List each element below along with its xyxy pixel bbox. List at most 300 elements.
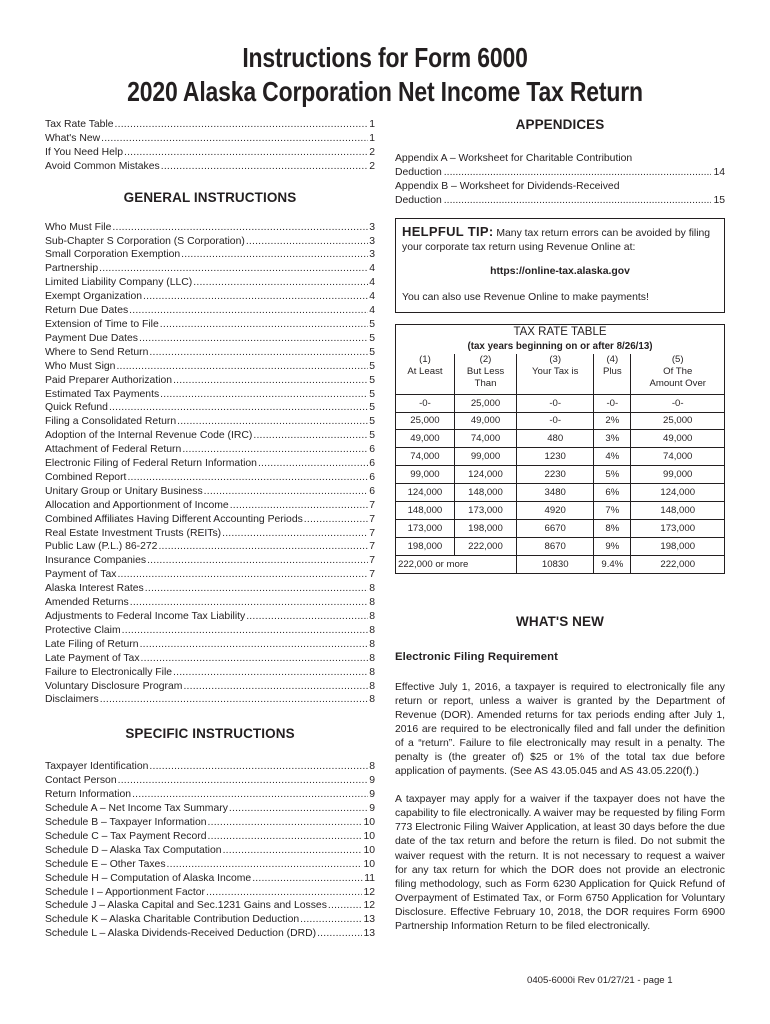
dot-leader bbox=[208, 830, 363, 844]
dot-leader bbox=[304, 513, 368, 527]
table-row bbox=[396, 484, 725, 502]
document-title-line-2: 2020 Alaska Corporation Net Income Tax Return bbox=[127, 76, 643, 107]
electronic-filing-paragraph-1: Effective July 1, 2016, a taxpayer is required to electronically file any return or report, unless a waiver is granted by the Department of Revenue (DOR). Amended returns for tax periods ending after July 1, 2016 are required to be electronically filed and fall under the definition of a “return”. Failure to file electronically may result in a penalty. The penalty is (the greater of) $25 or 1% of the total tax due before application of payments. (See AS 43.05.045 and AS 43.05.220(f).) bbox=[395, 681, 725, 778]
general-toc-entry[interactable] bbox=[45, 388, 375, 402]
dot-leader bbox=[145, 582, 368, 596]
general-toc-entry-page: 3 bbox=[369, 249, 375, 261]
appendix-entry[interactable] bbox=[395, 180, 725, 208]
table-cell: 2230 bbox=[517, 466, 594, 484]
table-cell: 25,000 bbox=[454, 394, 516, 412]
general-toc-entry[interactable] bbox=[45, 527, 375, 541]
appendix-entry[interactable] bbox=[395, 152, 725, 180]
table-cell: 480 bbox=[517, 430, 594, 448]
dot-leader bbox=[118, 774, 369, 788]
appendix-row bbox=[395, 194, 725, 208]
table-cell: 74,000 bbox=[631, 448, 725, 466]
specific-toc-entry[interactable] bbox=[45, 816, 375, 830]
dot-leader bbox=[122, 624, 369, 638]
general-toc-entry-page: 7 bbox=[369, 499, 375, 511]
general-toc-entry-label: Protective Claim bbox=[45, 624, 121, 636]
general-toc-entry-label: Payment Due Dates bbox=[45, 332, 138, 344]
specific-toc-entry[interactable] bbox=[45, 844, 375, 858]
table-cell: 124,000 bbox=[396, 484, 455, 502]
table-row bbox=[396, 501, 725, 519]
general-toc-entry-label: Sub-Chapter S Corporation (S Corporation) bbox=[45, 235, 245, 247]
general-toc-entry-label: Failure to Electronically File bbox=[45, 666, 173, 678]
general-toc-entry-label: Late Payment of Tax bbox=[45, 652, 140, 664]
general-toc-entry-page: 7 bbox=[369, 513, 375, 525]
dot-leader bbox=[161, 160, 368, 174]
dot-leader bbox=[223, 844, 363, 858]
general-toc-entry[interactable] bbox=[45, 332, 375, 346]
general-toc-entry-label: Electronic Filing of Federal Return Information bbox=[45, 458, 257, 470]
specific-toc-entry-page: 13 bbox=[363, 914, 375, 926]
general-toc-entry-page: 8 bbox=[369, 652, 375, 664]
general-toc-entry-page: 7 bbox=[369, 555, 375, 567]
general-toc-entry-label: Filing a Consolidated Return bbox=[45, 416, 177, 428]
table-cell: 173,000 bbox=[631, 519, 725, 537]
dot-leader bbox=[132, 788, 368, 802]
specific-toc-entry-label: Schedule C – Tax Payment Record bbox=[45, 830, 207, 842]
general-toc-entry[interactable] bbox=[45, 610, 375, 624]
dot-leader bbox=[300, 913, 362, 927]
general-toc-entry-page: 5 bbox=[369, 402, 375, 414]
general-toc-entry-page: 3 bbox=[369, 235, 375, 247]
table-cell: 99,000 bbox=[396, 466, 455, 484]
specific-toc-entry[interactable] bbox=[45, 913, 375, 927]
dot-leader bbox=[149, 346, 368, 360]
dot-leader bbox=[230, 499, 369, 513]
general-toc-entry[interactable] bbox=[45, 485, 375, 499]
toc-top-list bbox=[45, 118, 375, 174]
toc-entry[interactable] bbox=[45, 132, 375, 146]
general-toc-entry-page: 8 bbox=[369, 611, 375, 622]
general-toc-entry[interactable] bbox=[45, 596, 375, 610]
table-cell: 8670 bbox=[517, 537, 594, 555]
column-header-line: Plus bbox=[603, 365, 622, 377]
dot-leader bbox=[127, 471, 368, 485]
dot-leader bbox=[444, 194, 712, 208]
general-toc-entry-label: Alaska Interest Rates bbox=[45, 583, 144, 595]
table-cell: 1230 bbox=[517, 448, 594, 466]
specific-toc-entry-label: Schedule J – Alaska Capital and Sec.1231 Gains and Losses bbox=[45, 900, 327, 912]
general-toc-entry-label: Payment of Tax bbox=[45, 569, 117, 581]
table-cell: 173,000 bbox=[454, 501, 516, 519]
specific-toc-entry-page: 12 bbox=[363, 886, 375, 898]
column-header-line: Than bbox=[474, 377, 497, 389]
general-toc-entry[interactable] bbox=[45, 346, 375, 360]
general-toc-entry[interactable] bbox=[45, 262, 375, 276]
general-toc-entry-label: Who Must Sign bbox=[45, 360, 116, 372]
dot-leader bbox=[139, 332, 368, 346]
table-cell: 124,000 bbox=[454, 466, 516, 484]
table-cell: 124,000 bbox=[631, 484, 725, 502]
general-toc-entry[interactable] bbox=[45, 652, 375, 666]
table-cell: 49,000 bbox=[396, 430, 455, 448]
table-cell: 3% bbox=[594, 430, 631, 448]
general-toc-entry[interactable] bbox=[45, 429, 375, 443]
general-toc-entry[interactable] bbox=[45, 248, 375, 262]
general-toc-entry-page: 5 bbox=[369, 416, 375, 428]
dot-leader bbox=[130, 596, 368, 610]
table-title-row bbox=[396, 324, 725, 340]
table-cell: 9.4% bbox=[594, 555, 631, 573]
general-toc-entry-page: 8 bbox=[369, 597, 375, 609]
general-toc-entry-label: Combined Report bbox=[45, 471, 127, 483]
general-toc-entry[interactable] bbox=[45, 401, 375, 415]
dot-leader bbox=[129, 304, 368, 318]
left-column bbox=[45, 118, 375, 941]
dot-leader bbox=[182, 443, 368, 457]
general-toc-entry-page: 8 bbox=[369, 638, 375, 650]
appendix-title: Appendix B – Worksheet for Dividends-Received bbox=[395, 180, 620, 192]
general-toc-entry[interactable] bbox=[45, 415, 375, 429]
specific-toc-entry[interactable] bbox=[45, 760, 375, 774]
dot-leader bbox=[246, 610, 368, 624]
table-row bbox=[396, 394, 725, 412]
general-toc-entry[interactable] bbox=[45, 513, 375, 527]
table-cell: 8% bbox=[594, 519, 631, 537]
general-toc-entry[interactable] bbox=[45, 304, 375, 318]
general-toc-entry[interactable] bbox=[45, 568, 375, 582]
general-toc-entry[interactable] bbox=[45, 624, 375, 638]
toc-entry-page: 1 bbox=[369, 132, 375, 144]
table-header-row bbox=[396, 354, 725, 395]
specific-toc-entry-page: 10 bbox=[363, 844, 375, 856]
specific-toc-entry[interactable] bbox=[45, 858, 375, 872]
dot-leader bbox=[181, 248, 368, 262]
table-subtitle: (tax years beginning on or after 8/26/13) bbox=[396, 340, 725, 354]
dot-leader bbox=[252, 872, 363, 886]
tax-rate-table bbox=[395, 324, 725, 574]
dot-leader bbox=[99, 262, 368, 276]
specific-toc-entry-label: Schedule A – Net Income Tax Summary bbox=[45, 803, 228, 815]
specific-toc-entry-page: 10 bbox=[363, 816, 375, 828]
helpful-tip-text: Many tax return errors can be avoided by filing your corporate tax return using Revenue Online at: bbox=[402, 227, 711, 253]
toc-entry[interactable] bbox=[45, 160, 375, 174]
helpful-tip-note: You can also use Revenue Online to make payments! bbox=[402, 291, 649, 303]
specific-toc-entry[interactable] bbox=[45, 830, 375, 844]
table-cell: 7% bbox=[594, 501, 631, 519]
toc-entry[interactable] bbox=[45, 146, 375, 160]
toc-entry-label: If You Need Help bbox=[45, 146, 123, 158]
table-row bbox=[396, 430, 725, 448]
general-toc-entry-label: Insurance Companies bbox=[45, 555, 147, 567]
document-title-line-1: Instructions for Form 6000 bbox=[242, 42, 528, 73]
dot-leader bbox=[158, 540, 368, 554]
column-header-line: Of The bbox=[663, 365, 693, 377]
general-toc-entry-label: Amended Returns bbox=[45, 597, 129, 609]
specific-toc-entry-page: 12 bbox=[363, 900, 375, 912]
table-cell: 5% bbox=[594, 466, 631, 484]
dot-leader bbox=[229, 802, 368, 816]
dot-leader bbox=[183, 680, 368, 694]
specific-toc-entry-label: Schedule D – Alaska Tax Computation bbox=[45, 844, 222, 856]
general-toc-entry[interactable] bbox=[45, 582, 375, 596]
general-toc-entry-page: 8 bbox=[369, 680, 375, 692]
specific-toc-entry[interactable] bbox=[45, 788, 375, 802]
general-toc-entry-page: 7 bbox=[369, 541, 375, 553]
dot-leader bbox=[208, 816, 363, 830]
toc-entry-label: Tax Rate Table bbox=[45, 119, 114, 130]
general-toc-entry-label: Late Filing of Return bbox=[45, 638, 139, 650]
table-subtitle-row bbox=[396, 340, 725, 354]
general-toc-entry[interactable] bbox=[45, 360, 375, 374]
dot-leader bbox=[101, 132, 368, 146]
table-cell: 3480 bbox=[517, 484, 594, 502]
general-toc-entry-label: Combined Affiliates Having Different Accounting Periods bbox=[45, 513, 303, 525]
general-toc-entry[interactable] bbox=[45, 235, 375, 249]
general-toc-entry-page: 3 bbox=[369, 221, 375, 233]
general-toc-entry[interactable] bbox=[45, 318, 375, 332]
general-toc-entry-page: 4 bbox=[369, 277, 375, 289]
helpful-tip-label: HELPFUL TIP: bbox=[402, 223, 494, 239]
table-row bbox=[396, 537, 725, 555]
right-column bbox=[395, 118, 725, 948]
table-cell: 9% bbox=[594, 537, 631, 555]
dot-leader bbox=[206, 886, 362, 900]
general-toc-entry-label: Quick Refund bbox=[45, 402, 108, 414]
dot-leader bbox=[112, 221, 368, 235]
table-cell: 198,000 bbox=[631, 537, 725, 555]
table-cell: -0- bbox=[396, 394, 455, 412]
general-toc-entry-page: 8 bbox=[369, 694, 375, 706]
general-instructions-list bbox=[45, 221, 375, 708]
dot-leader bbox=[109, 401, 368, 415]
toc-entry-page: 2 bbox=[369, 146, 375, 158]
column-header-line: But Less bbox=[466, 365, 505, 377]
column-header-line: (5) bbox=[671, 353, 684, 365]
general-toc-entry-label: Disclaimers bbox=[45, 694, 99, 706]
table-cell: 74,000 bbox=[396, 448, 455, 466]
column-header-line: (1) bbox=[419, 353, 431, 365]
general-toc-entry-page: 5 bbox=[369, 430, 375, 442]
dot-leader bbox=[149, 760, 368, 774]
general-toc-entry-page: 6 bbox=[369, 471, 375, 483]
specific-instructions-list bbox=[45, 760, 375, 941]
specific-toc-entry-label: Schedule L – Alaska Dividends-Received Deduction (DRD) bbox=[45, 928, 317, 940]
general-toc-entry[interactable] bbox=[45, 499, 375, 513]
general-toc-entry[interactable] bbox=[45, 290, 375, 304]
table-cell: 148,000 bbox=[396, 501, 455, 519]
specific-toc-entry-label: Return Information bbox=[45, 789, 132, 801]
appendix-title: Appendix A – Worksheet for Charitable Contribution bbox=[395, 153, 633, 164]
specific-toc-entry[interactable] bbox=[45, 802, 375, 816]
specific-toc-entry[interactable] bbox=[45, 872, 375, 886]
general-toc-entry[interactable] bbox=[45, 693, 375, 707]
specific-toc-entry[interactable] bbox=[45, 886, 375, 900]
general-toc-entry-page: 8 bbox=[369, 666, 375, 678]
specific-toc-entry-label: Contact Person bbox=[45, 775, 117, 787]
table-cell: 148,000 bbox=[631, 501, 725, 519]
general-toc-entry-label: Attachment of Federal Return bbox=[45, 444, 182, 456]
general-toc-entry-label: Allocation and Apportionment of Income bbox=[45, 499, 229, 511]
general-toc-entry[interactable] bbox=[45, 221, 375, 235]
specific-toc-entry-page: 9 bbox=[369, 789, 375, 801]
table-cell: 6% bbox=[594, 484, 631, 502]
general-toc-entry[interactable] bbox=[45, 638, 375, 652]
appendix-title-cont: Deduction bbox=[395, 194, 442, 206]
general-toc-entry-page: 4 bbox=[369, 291, 375, 303]
general-toc-entry-page: 4 bbox=[369, 263, 375, 275]
column-header bbox=[517, 354, 594, 395]
general-toc-entry-page: 6 bbox=[369, 485, 375, 497]
specific-toc-entry-page: 10 bbox=[363, 858, 375, 870]
general-toc-entry-page: 7 bbox=[369, 569, 375, 581]
column-header-line: (2) bbox=[479, 353, 492, 365]
general-toc-entry-label: Adjustments to Federal Income Tax Liability bbox=[45, 611, 246, 622]
specific-toc-entry[interactable] bbox=[45, 927, 375, 941]
dot-leader bbox=[204, 485, 369, 499]
page-footer: 0405-6000i Rev 01/27/21 - page 1 bbox=[527, 975, 673, 986]
general-toc-entry-label: Return Due Dates bbox=[45, 305, 129, 317]
appendix-page: 14 bbox=[713, 166, 725, 178]
general-toc-entry[interactable] bbox=[45, 443, 375, 457]
dot-leader bbox=[193, 276, 368, 290]
general-toc-entry-page: 8 bbox=[369, 624, 375, 636]
specific-toc-entry-label: Schedule H – Computation of Alaska Income bbox=[45, 872, 252, 884]
table-cell: 99,000 bbox=[631, 466, 725, 484]
dot-leader bbox=[160, 318, 368, 332]
general-toc-entry-page: 5 bbox=[369, 360, 375, 372]
column-header bbox=[454, 354, 516, 395]
dot-leader bbox=[258, 457, 368, 471]
general-toc-entry-page: 5 bbox=[369, 346, 375, 358]
appendix-title-cont: Deduction bbox=[395, 166, 442, 178]
general-toc-entry-label: Voluntary Disclosure Program bbox=[45, 680, 183, 692]
general-toc-entry-label: Extension of Time to File bbox=[45, 318, 159, 330]
table-cell: 6670 bbox=[517, 519, 594, 537]
specific-toc-entry-page: 10 bbox=[363, 830, 375, 842]
general-toc-entry[interactable] bbox=[45, 554, 375, 568]
dot-leader bbox=[117, 568, 368, 582]
general-toc-entry[interactable] bbox=[45, 666, 375, 680]
general-toc-entry-label: Who Must File bbox=[45, 221, 112, 233]
general-toc-entry[interactable] bbox=[45, 540, 375, 554]
table-cell: 2% bbox=[594, 412, 631, 430]
table-cell: 148,000 bbox=[454, 484, 516, 502]
general-toc-entry-page: 7 bbox=[369, 527, 375, 539]
table-row bbox=[396, 466, 725, 484]
dot-leader bbox=[115, 118, 369, 132]
table-cell: 4920 bbox=[517, 501, 594, 519]
toc-entry-label: Avoid Common Mistakes bbox=[45, 160, 160, 172]
column-header bbox=[594, 354, 631, 395]
general-toc-entry-page: 4 bbox=[369, 305, 375, 317]
specific-instructions-heading: SPECIFIC INSTRUCTIONS bbox=[125, 726, 295, 742]
specific-toc-entry-page: 9 bbox=[369, 803, 375, 815]
table-row bbox=[396, 448, 725, 466]
dot-leader bbox=[222, 527, 368, 541]
general-toc-entry-page: 5 bbox=[369, 332, 375, 344]
dot-leader bbox=[100, 693, 369, 707]
specific-toc-entry-label: Schedule B – Taxpayer Information bbox=[45, 816, 207, 828]
general-toc-entry-label: Paid Preparer Authorization bbox=[45, 374, 173, 386]
specific-toc-entry-page: 8 bbox=[369, 761, 375, 773]
table-cell: 198,000 bbox=[396, 537, 455, 555]
table-cell: 4% bbox=[594, 448, 631, 466]
electronic-filing-heading: Electronic Filing Requirement bbox=[395, 650, 558, 663]
toc-entry-page: 2 bbox=[369, 160, 375, 172]
appendices-heading: APPENDICES bbox=[515, 117, 605, 132]
table-cell: 25,000 bbox=[631, 412, 725, 430]
general-toc-entry[interactable] bbox=[45, 374, 375, 388]
general-toc-entry-page: 5 bbox=[369, 374, 375, 386]
table-row bbox=[396, 519, 725, 537]
table-cell: 222,000 bbox=[454, 537, 516, 555]
table-cell: 222,000 bbox=[631, 555, 725, 573]
specific-toc-entry-page: 9 bbox=[369, 775, 375, 787]
table-title: TAX RATE TABLE bbox=[396, 324, 725, 340]
dot-leader bbox=[173, 666, 368, 680]
specific-toc-entry-label: Schedule I – Apportionment Factor bbox=[45, 886, 205, 898]
specific-toc-entry-page: 13 bbox=[363, 928, 375, 940]
general-toc-entry-page: 6 bbox=[369, 458, 375, 470]
column-header bbox=[631, 354, 725, 395]
general-toc-entry-label: Adoption of the Internal Revenue Code (IRC) bbox=[45, 430, 253, 442]
table-cell: 25,000 bbox=[396, 412, 455, 430]
whats-new-heading: WHAT'S NEW bbox=[516, 613, 604, 629]
general-toc-entry-label: Partnership bbox=[45, 263, 99, 275]
revenue-online-link[interactable]: https://online-tax.alaska.gov bbox=[490, 265, 630, 277]
general-toc-entry-page: 8 bbox=[369, 583, 375, 595]
table-cell: 222,000 or more bbox=[396, 555, 517, 573]
general-toc-entry-label: Real Estate Investment Trusts (REITs) bbox=[45, 527, 222, 539]
dot-leader bbox=[147, 554, 368, 568]
dot-leader bbox=[116, 360, 368, 374]
dot-leader bbox=[173, 374, 368, 388]
general-toc-entry-page: 6 bbox=[369, 444, 375, 456]
table-cell: -0- bbox=[517, 394, 594, 412]
column-header-line: Amount Over bbox=[649, 377, 706, 389]
table-row bbox=[396, 412, 725, 430]
column-header-line: At Least bbox=[407, 365, 443, 377]
table-cell: -0- bbox=[594, 394, 631, 412]
electronic-filing-paragraph-2: A taxpayer may apply for a waiver if the taxpayer does not have the capability to file electronically. A waiver may be requested by filing Form 773 Electronic Filing Waiver Application, at least 30 days before the due date of the tax return and before the return is filed. Do not submit the waiver request with the return. It is not necessary to request a waiver for any tax return for which the DOR does not provide an electronic filing methodology, such as Form 6230 Application for Quick Refund of Overpayment of Estimated Tax, or Form 6750 Application for Voluntary Disclosure. Effective February 10, 2018, the DOR requires Form 6900 Partnership Information Return to be filed electronically. bbox=[395, 794, 725, 933]
dot-leader bbox=[253, 429, 368, 443]
general-toc-entry-page: 5 bbox=[369, 318, 375, 330]
toc-entry[interactable] bbox=[45, 118, 375, 132]
toc-entry-page: 1 bbox=[369, 119, 375, 130]
general-toc-entry[interactable] bbox=[45, 276, 375, 290]
dot-leader bbox=[167, 858, 363, 872]
general-toc-entry[interactable] bbox=[45, 680, 375, 694]
table-cell: 173,000 bbox=[396, 519, 455, 537]
column-header bbox=[396, 354, 455, 395]
dot-leader bbox=[124, 146, 368, 160]
dot-leader bbox=[246, 235, 368, 249]
dot-leader bbox=[143, 290, 368, 304]
dot-leader bbox=[177, 415, 368, 429]
specific-toc-entry[interactable] bbox=[45, 899, 375, 913]
general-toc-entry-page: 5 bbox=[369, 388, 375, 400]
specific-toc-entry-label: Schedule E – Other Taxes bbox=[45, 858, 166, 870]
general-toc-entry-label: Limited Liability Company (LLC) bbox=[45, 277, 193, 289]
table-row-last bbox=[396, 555, 725, 573]
dot-leader bbox=[160, 388, 368, 402]
general-toc-entry-label: Public Law (P.L.) 86-272 bbox=[45, 541, 158, 553]
table-cell: 49,000 bbox=[454, 412, 516, 430]
appendix-page: 15 bbox=[713, 194, 725, 206]
general-toc-entry[interactable] bbox=[45, 457, 375, 471]
dot-leader bbox=[317, 927, 362, 941]
specific-toc-entry[interactable] bbox=[45, 774, 375, 788]
specific-toc-entry-label: Schedule K – Alaska Charitable Contribution Deduction bbox=[45, 914, 300, 926]
dot-leader bbox=[140, 638, 369, 652]
general-toc-entry[interactable] bbox=[45, 471, 375, 485]
general-toc-entry-label: Unitary Group or Unitary Business bbox=[45, 485, 203, 497]
specific-toc-entry-label: Taxpayer Identification bbox=[45, 761, 149, 773]
